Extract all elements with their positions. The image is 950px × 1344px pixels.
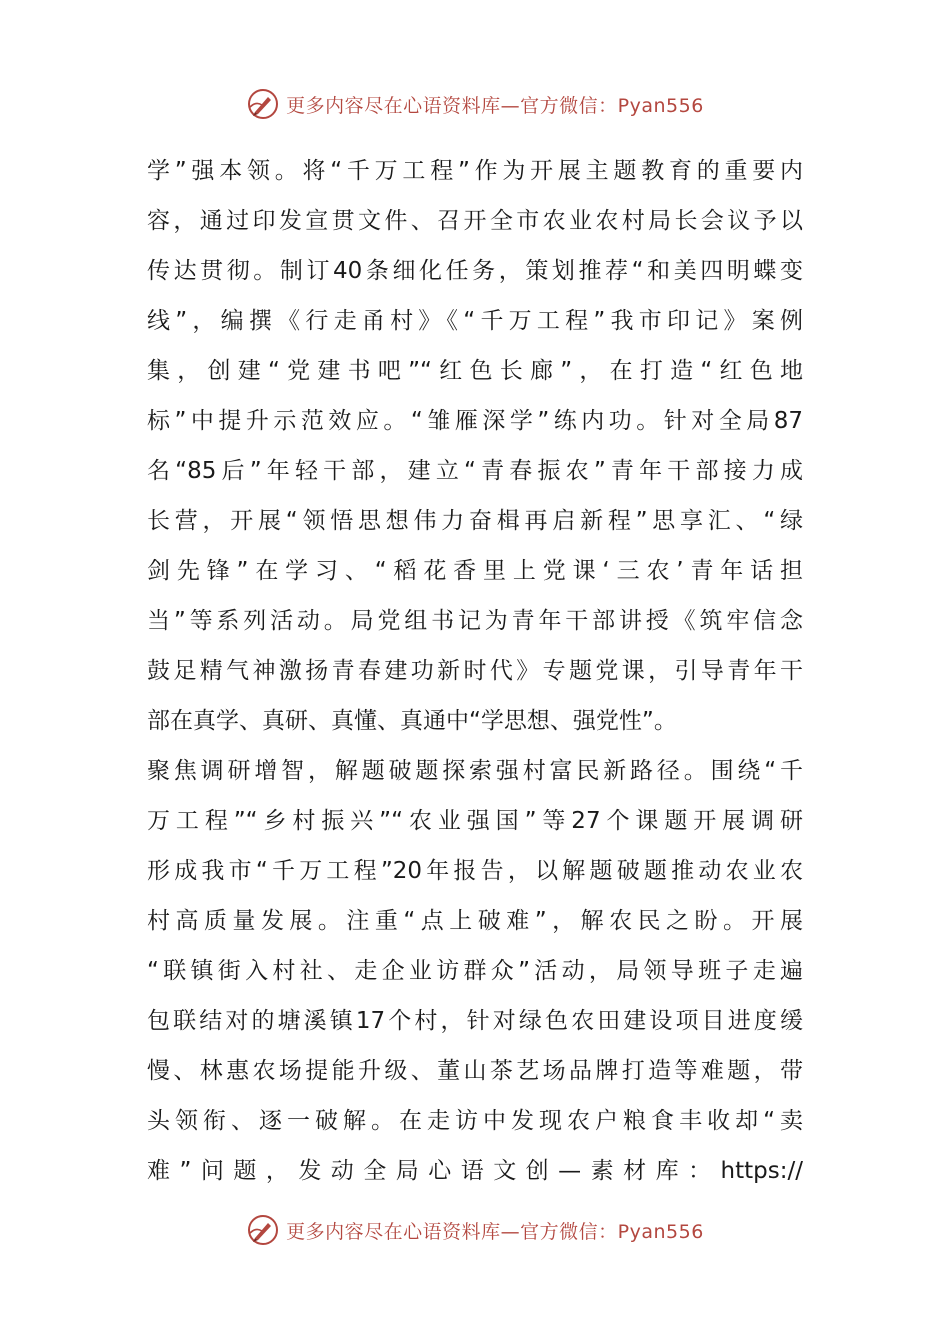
text-line: 集，创建“党建书吧”“红色长廊”，在打造“红色地 [147, 358, 803, 384]
text-line: “联镇街入村社、走企业访群众”活动，局领导班子走遍 [147, 958, 803, 984]
header-banner [0, 84, 950, 124]
text-line: 当”等系列活动。局党组书记为青年干部讲授《筑牢信念 [147, 608, 803, 634]
text-line: 线”，编撰《行走甬村》《“千万工程”我市印记》案例 [147, 308, 803, 334]
pen-logo-icon [246, 1213, 280, 1247]
text-line: 部在真学、真研、真懂、真通中“学思想、强党性”。 [147, 708, 677, 734]
text-line: 万工程”“乡村振兴”“农业强国”等27个课题开展调研 [147, 808, 803, 834]
text-line: 标”中提升示范效应。“雏雁深学”练内功。针对全局87 [147, 408, 803, 434]
text-line: 头领衔、逐一破解。在走访中发现农户粮食丰收却“卖 [147, 1108, 803, 1134]
text-line: 学”强本领。将“千万工程”作为开展主题教育的重要内 [147, 158, 803, 184]
text-line: 名“85后”年轻干部，建立“青春振农”青年干部接力成 [147, 458, 803, 484]
document-body [147, 146, 803, 1196]
text-line: 难”问题，发动全局心语文创—素材库：https:// [147, 1158, 803, 1184]
text-line: 慢、林惠农场提能升级、董山茶艺场品牌打造等难题，带 [147, 1058, 803, 1084]
text-line: 鼓足精气神激扬青春建功新时代》专题党课，引导青年干 [147, 658, 803, 684]
text-line: 聚焦调研增智，解题破题探索强村富民新路径。围绕“千 [147, 758, 803, 784]
text-line: 村高质量发展。注重“点上破难”，解农民之盼。开展 [147, 908, 803, 934]
pen-logo-icon [246, 87, 280, 121]
header-banner-text: 更多内容尽在心语资料库—官方微信：Pyan556 [286, 94, 704, 117]
text-line: 传达贯彻。制订40条细化任务，策划推荐“和美四明蝶变 [147, 258, 803, 284]
text-line: 形成我市“千万工程”20年报告，以解题破题推动农业农 [147, 858, 803, 884]
text-line: 剑先锋”在学习、“稻花香里上党课‘三农’青年话担 [147, 558, 803, 584]
footer-banner-text: 更多内容尽在心语资料库—官方微信：Pyan556 [286, 1220, 704, 1243]
text-line: 包联结对的塘溪镇17个村，针对绿色农田建设项目进度缓 [147, 1008, 803, 1034]
text-line: 长营，开展“领悟思想伟力奋楫再启新程”思享汇、“绿 [147, 508, 803, 534]
footer-banner [0, 1210, 950, 1250]
text-line: 容，通过印发宣贯文件、召开全市农业农村局长会议予以 [147, 208, 803, 234]
